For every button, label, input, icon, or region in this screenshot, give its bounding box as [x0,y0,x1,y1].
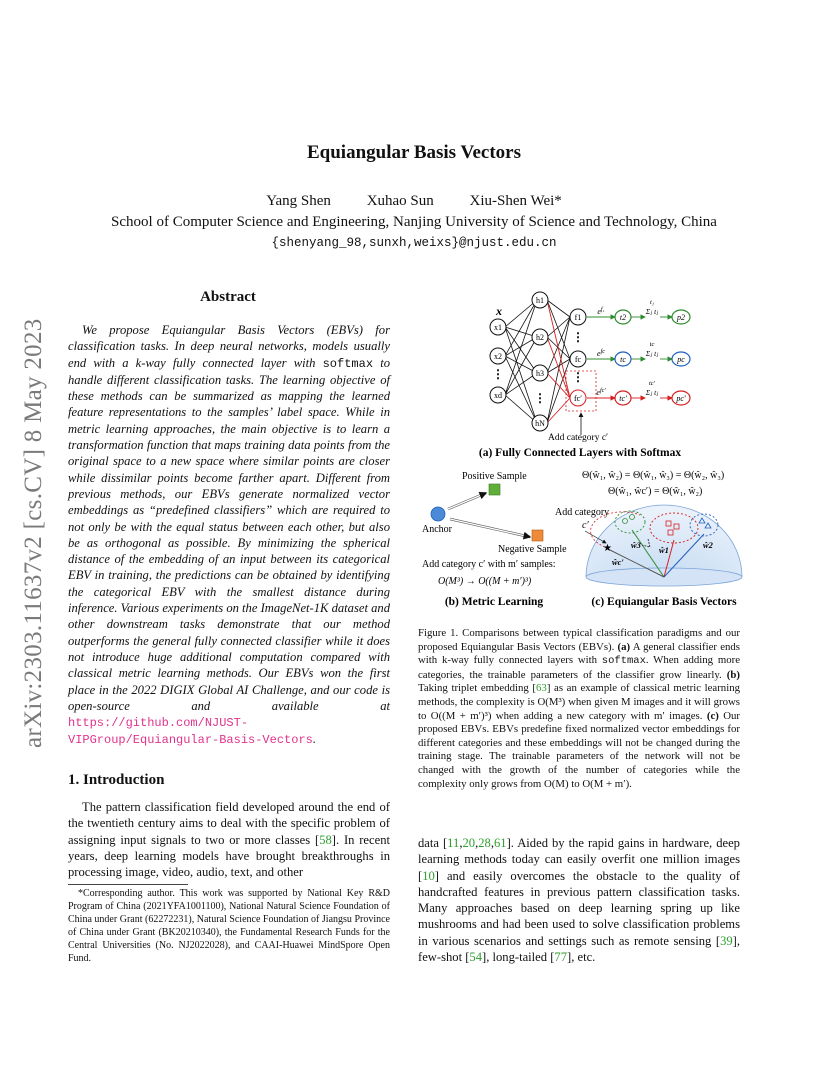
text-part: ] and easily overcomes the obstacle to the quality of handcrafted features in previous pattern classification tasks. Many approaches based on deep learning spring up like mushrooms and had been used to solve classification problems in various scenarios and settings such as remote sensing [ [418,868,740,948]
exp-label: $e^{fc}$ [597,349,605,358]
author-name: Xuhao Sun [366,193,434,209]
c-prime-label: c′ [582,520,589,531]
svg-text:⋮: ⋮ [534,391,546,405]
text-part: ], long-tailed [ [482,950,555,965]
arxiv-stamp-text: arXiv:2303.11637v2 [cs.CV] 8 May 2023 [20,318,47,748]
node-label: xd [494,391,502,400]
panel-a-label: (a) Fully Connected Layers with Softmax [478,447,682,459]
vector-label: ŵ3 [631,540,641,550]
node-label: fc [574,355,582,364]
github-link[interactable]: https://github.com/NJUST-VIPGroup/Equiangular-Basis-Vectors [68,716,313,748]
exp-label: $e^{f_1}$ [597,307,605,316]
panel-b-label: (b) Metric Learning [444,596,544,608]
softmax-code: softmax [601,655,646,668]
caption-part: A general classifier ends with k-way fully connected layers with [418,640,740,667]
figure-caption [418,627,740,791]
node-label: tc′ [619,394,627,403]
sum-label: Σⱼ tⱼ [645,388,659,397]
exp-label: $e^{fc'}$ [596,388,606,397]
intro-part: The pattern classification field developed around the end of the twentieth century aims to deal with the specific problem of assigning input signals to two or more classes [ [68,800,390,847]
citation-link[interactable]: 54 [469,950,483,965]
text-part: , [459,836,463,850]
sum-label: tc [649,341,655,348]
paper-title: Equiangular Basis Vectors [307,142,521,163]
caption-part: . When adding more categories, the trainable parameters of the classifier grow linearly. [418,654,740,681]
author-list [0,193,828,210]
affiliation: School of Computer Science and Engineering, Nanjing University of Science and Technology, China [111,214,717,230]
citation-link[interactable]: 28 [478,836,491,850]
panel-c-ebv [555,470,742,586]
arxiv-stamp [18,290,50,750]
text-part: , [475,836,479,850]
footnote: *Corresponding author. This work was supported by National Key R&D Program of China (2021YFA1001100), National Natural Science Foundation of China under Grant (62272231), Natural Science Foundation of Jiangsu Province of China under Grant (BK20210340), the Fundamental Research Funds for the Central Universities (No. NJ2022028), and CAAI-Huawei MindSpore Open Fund. [68,888,390,964]
svg-text:⋮: ⋮ [492,367,504,381]
negative-sample-label: Negative Sample [498,544,567,555]
abstract-part: to handle different classification tasks. The learning objective of these methods can be summarized as mapping the learned feature representations to the samples’ label space. While in metric learning approaches, the main objective is to learn a transformation function that maps training data points from the original space to a new space where similar points are closer while dissimilar points become farther apart. Different from previous methods, our EBVs generate normalized vector embeddings as “predefined classifiers” which are required to not only be with the equal status between each other, but also be as orthogonal as possible. By minimizing the spherical distance of the embedding of an input between its categorical EBV in training, the predictions can be obtained by identifying the categorical EBV with the smallest distance during inference. Various experiments on the ImageNet-1K dataset and other downstream tasks demonstrate that our method outperforms the general fully connected classifier while it does not introduce huge additional computation compared with classical metric learning methods. Our EBVs won the first place in the 2022 DIGIX Global AI Challenge, and our code is open-source and available at [68,355,391,713]
intro-part: ]. In recent years, deep learning models have brought breakthroughs in processing image, video, audio, text, and other [68,832,391,880]
caption-part: Figure 1. [418,627,459,639]
caption-part: ] as an example of classical metric learning methods, the complexity is O(M³) when given M images and it will grows to O((M + m′)³) when adding a new category with m′ images. [418,682,741,722]
anchor-label: Anchor [422,524,452,535]
text-part: data [ [418,836,448,850]
anchor-circle [431,507,445,521]
abstract-part: We propose Equiangular Basis Vectors (EBVs) for classification tasks. In deep neural networks, models usually end with a k-way fully connected layer with [68,323,390,370]
add-category-label: Add category c′ [548,433,609,443]
panel-a-network [490,292,690,443]
complexity-label: O(M³) → O((M + m′)³) [438,576,532,587]
node-label: tc [620,355,626,364]
author-name: Xiu-Shen Wei* [469,193,562,209]
sum-label: Σⱼ tⱼ [645,349,659,358]
vector-label: ŵc′ [612,557,624,567]
vector-label: ŵ2 [703,540,713,550]
panel-b-metric [422,471,567,587]
svg-text:⋮: ⋮ [572,330,584,344]
footnote-rule [68,884,188,885]
text-part: ], few-shot [ [418,933,740,965]
text-part: ]. Aided by the rapid gains in hardware, deep learning methods today can easily overfit one million images [ [418,836,740,883]
node-label: hN [535,419,545,428]
sum-label: tc′ [648,380,656,387]
panel-c-label: (c) Equiangular Basis Vectors [591,596,737,608]
abstract-heading: Abstract [200,289,256,305]
softmax-code: softmax [322,356,374,371]
node-label: h2 [536,333,544,342]
add-category-m-label: Add category c′ with m′ samples: [422,559,556,570]
right-column-paragraph [418,835,740,965]
node-label: p2 [677,313,685,322]
positive-sample-square [489,484,500,495]
intro-heading: 1. Introduction [68,772,165,788]
caption-part: Taking triplet embedding [ [418,682,537,695]
node-label: h1 [536,296,544,305]
caption-part: Our proposed EBVs. EBVs predefine fixed normalized vector embeddings for different categories and these embeddings will not be changed during the training stage. The trainable parameters of the network will not be changed with the growth of the number of categories while the complexity only grows from O(M) to O(M + m′). [418,709,741,790]
new-category-star: ★ [603,543,612,554]
citation-link[interactable]: 58 [319,832,332,847]
svg-text:⋮: ⋮ [572,370,584,384]
sum-label: Σⱼ tⱼ [645,307,659,316]
node-label: fc′ [574,394,582,403]
node-label: x1 [494,323,502,332]
text-part: ], etc. [567,950,596,965]
hemisphere [586,505,742,577]
equation-1: Θ(ŵ₁, ŵ₂) = Θ(ŵ₁, ŵ₃) = Θ(ŵ₂, ŵ₃) [582,470,725,481]
negative-sample-square [532,530,543,541]
positive-sample-label: Positive Sample [462,471,527,482]
citation-link[interactable]: 63 [536,682,547,695]
caption-part: (b) [726,668,740,681]
node-label: h3 [536,369,544,378]
node-label: pc [677,355,685,364]
caption-part: (a) [617,640,631,653]
abstract-text [68,322,390,749]
equation-2: Θ(ŵ₁, ŵc′) = Θ(ŵ₁, ŵ₂) [608,486,703,497]
node-label: t2 [619,313,627,322]
add-category-c-label: Add category [555,507,610,518]
figure-1 [410,285,750,615]
citation-link[interactable]: 11 [447,836,460,850]
citation-link[interactable]: 39 [720,933,733,948]
text-part: , [490,836,494,850]
node-label: pc′ [676,394,686,403]
vector-label: ŵ1 [659,545,669,555]
citation-link[interactable]: 10 [422,868,435,883]
caption-part: Comparisons between typical classification paradigms and our proposed Equiangular Basis Vectors (EBVs). [418,627,740,653]
node-label: f1 [574,313,582,322]
abstract-part: . [312,732,316,747]
sum-label: t₁ [649,299,655,306]
node-label: x2 [494,352,502,361]
intro-text [68,799,390,880]
author-name: Yang Shen [266,193,331,209]
citation-link[interactable]: 20 [462,836,476,850]
citation-link[interactable]: 77 [554,950,567,965]
x-label: x [496,304,502,318]
email-address: {shenyang_98,sunxh,weixs}@njust.edu.cn [271,236,557,250]
citation-link[interactable]: 61 [493,836,507,850]
caption-part: (c) [706,709,719,722]
